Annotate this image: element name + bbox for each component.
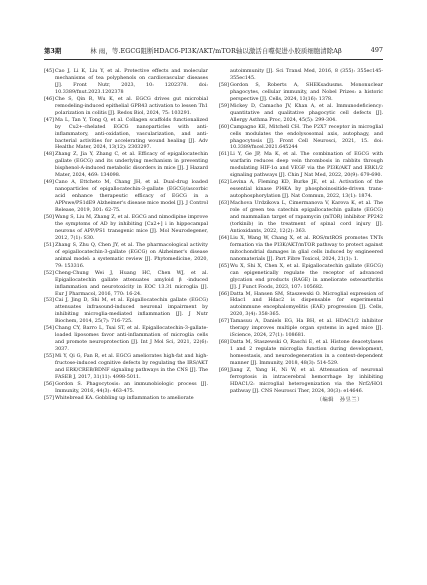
reference-entry bbox=[219, 68, 383, 82]
reference-text: Levina A, Fleming KD, Burke JE, et al. Activation of the essential kinase PI4KA by phosphoinositide-driven trans-autophosphorylation [J]. Nat Commun, 2022, 13(1): 1874. bbox=[230, 179, 383, 200]
reference-text: Cano A, Ettcheto M, Chang JH, et al. Dual-drug loaded nanoparticles of epigallocatechin-3-gallate (EGCG)/ascorbic acid enhance therapeutic efficacy of EGCG in a APPswe/PS1dE9 Alzheimer's disease mice model [J]. J Control Release, 2019, 301: 62-75. bbox=[55, 179, 208, 214]
reference-text: Cheng-Chung Wei J, Huang HC, Chen WJ, et al. Epigallocatechin gallate attenuates amyloid β -induced inflammation and neurotoxicity in EOC 13.31 microglia [J]. Eur J Pharmacol, 2016, 770: 16-24. bbox=[55, 269, 208, 297]
reference-text: Campagno KE, Mitchell CH. The P2X7 receptor in microglial cells modulates the endolysosomal axis, autophagy, and phagocytosis [J]. Front Cell Neurosci, 2021, 15. doi: 10.3389/fncel.2021.645244 bbox=[230, 123, 383, 151]
page-number: 497 bbox=[370, 46, 383, 54]
reference-number: [50] bbox=[44, 214, 54, 221]
reference-number: [49] bbox=[44, 179, 54, 186]
reference-text: Mi Y, Qi G, Fan R, et al. EGCG ameliorates high-fat and high-fructose-induced cognitive defects by regulating the IRS/AKT and ERK/CREB/BDNF signaling pathways in the CNS [J]. The FASEB J, 2017, 31(11): 4998-5011. bbox=[55, 353, 208, 380]
reference-text: Wu X, Shi X, Chen X, et al. Epigallocatechin gallate (EGCG) can epigenetically regulate the receptor of advanced glycation end products (RAGE) in ameliorate osteoarthritis [J]. J Funct Foods, 2023, 107: 105682. bbox=[230, 262, 383, 290]
issue-number: 第3期 bbox=[44, 46, 62, 55]
reference-entry bbox=[44, 214, 208, 242]
reference-entry bbox=[44, 353, 208, 381]
reference-text: Gordon S. Phagocytosis: an immunobiologic process [J]. Immunity, 2016, 44(3): 463-475. bbox=[55, 380, 208, 394]
reference-text: Whitebread KA. Gobbling up inflammation to ameliorate bbox=[55, 394, 194, 401]
reference-text: Gordon S, Roberts A, SHEKsadusms. Mononuclear phagocytes, cellular immunity, and Nobel Prizes: a historic perspective [J]. Cells, 2024, 13(16): 1378. bbox=[230, 81, 383, 102]
running-title: 林 雨，等.EGCG阻断HDAC6-PI3K/AKT/mTOR轴以激活自噬促进小胶质细胞清除Aβ bbox=[90, 46, 342, 55]
reference-text: Machova Urdzikova L, Cimermanova V, Karova K, et al. The role of green tea catechin epigallocatechin gallate (EGCG) and mammalian target of rapamycin (mTOR) inhibitor PP242 (torkinib) in the treatment of spinal cord injury [J]. Antioxidants, 2022, 12(2): 363. bbox=[230, 200, 383, 234]
running-header bbox=[44, 43, 383, 60]
reference-number: [63] bbox=[219, 200, 229, 207]
reference-number: [69] bbox=[219, 366, 229, 373]
reference-number: [58] bbox=[219, 81, 229, 88]
reference-number: [54] bbox=[44, 325, 54, 332]
reference-text: Ma L, Tan Y, Tong Q, et al. Collagen scaffolds functionalized by Cu2+-chelated EGCG nanoparticles with anti-inflammatory, anti-oxidation, vascularization, and anti-bacterial activities for accelerating wound healing [J]. Adv Healthc Mater, 2024, 13(12): 2303297. bbox=[55, 116, 208, 151]
reference-text: Datta M, Hansen SM, Staszewski O. Microglial expression of Hdac1 and Hdac2 is dispensable for experimental autoimmune encephalomyelitis (EAE) progression [J]. Cells, 2020, 3(4): 358-365. bbox=[230, 290, 383, 318]
reference-text: Liu X, Wang W, Chang X, et al. ROS/mtROS promotes TNTs formation via the PI3K/AKT/mTOR pathway to protect against mitochondrial damages in glial cells induced by engineered nanomaterials [J]. Part Fibre Toxicol, 2024, 21(1): 1. bbox=[230, 234, 383, 262]
reference-number: [55] bbox=[44, 353, 54, 360]
reference-number: [60] bbox=[219, 123, 229, 130]
reference-entry bbox=[44, 381, 208, 395]
reference-entry bbox=[219, 367, 383, 395]
reference-entry bbox=[44, 395, 208, 402]
reference-text: Zhang Z, Jia Y, Zhang C, et al. Efficacy of epigallocatechin gallate (EGCG) and its underlying mechanism in preventing bisphenol-A-induced metabolic disorders in mice [J]. J Hazard Mater, 2024, 469: 134098. bbox=[55, 151, 208, 179]
reference-text: Tamasuu A, Daniels EG, Ha BH, et al. HDAC1/2 inhibitor therapy improves multiple organ systems in aged mice [J]. iScience, 2024, 27(1): 108681. bbox=[230, 318, 383, 339]
reference-text: Cai J, Jing D, Shi M, et al. Epigallocatechin gallate (EGCG) attenuates infrasound-induced neuronal impairment by inhibiting microglia-mediated inflammation [J]. J Nutr Biochem, 2014, 25(7): 716-725. bbox=[55, 297, 208, 325]
reference-text: Jiang Z, Yang H, Ni W, et al. Attenuation of neuronal ferroptosis in intracerebral hemorrhage by inhibiting HDAC1/2: microglial heterogenization via the Nrf2/HO1 pathway [J]. CNS Neurosci Ther, 2024, 30(3): e14646. bbox=[230, 366, 383, 394]
reference-entry bbox=[44, 117, 208, 152]
editor-note: （编辑 孙昱兰） bbox=[316, 396, 363, 403]
reference-entry bbox=[219, 318, 383, 339]
reference-number: [57] bbox=[44, 394, 54, 401]
reference-number: [56] bbox=[44, 380, 54, 387]
reference-entry bbox=[44, 297, 208, 325]
reference-text: Wang S, Liu M, Zhang Z, et al. EGCG and nimodipine improve the symptoms of AD by inhibiting [Ca2+] i in hippocampal neurons of APP/PS1 transgenic mice [J]. Mol Neurodegener, 2012, 7(1): S30. bbox=[55, 214, 208, 241]
reference-number: [67] bbox=[219, 318, 229, 325]
reference-text: Mickey D, Camacho JV, Khan A, et al. Immunodeficiency: quantitative and qualitative phagocytic cell defects [J]. Allergy Asthma Proc, 2024, 45(5): 299-304. bbox=[230, 102, 383, 123]
reference-entry bbox=[219, 235, 383, 263]
references-right-column bbox=[219, 68, 383, 568]
reference-number: [53] bbox=[44, 297, 54, 304]
reference-entry bbox=[219, 124, 383, 152]
reference-number: [52] bbox=[44, 269, 54, 276]
reference-text: Datta M, Staszewski O, Raschi E, et al. Histone deacetylases 1 and 2 regulate microglia function during development, homeostasis, and neurodegeneration in a context-dependent manner [J]. Immunity, 2018, 48(3): 514-529. bbox=[230, 339, 383, 367]
reference-entry bbox=[44, 242, 208, 270]
reference-text: Cao J, Li K, Liu Y, et al. Protective effects and molecular mechanisms of tea polyphenols on cardiovascular diseases [J]. Front Nutr, 2023, 10: 1202378. doi: 10.3389/fnut.2023.1202378 bbox=[55, 68, 208, 95]
references-left-column bbox=[44, 68, 208, 568]
reference-number: [68] bbox=[219, 339, 229, 346]
reference-number: [61] bbox=[219, 151, 229, 158]
reference-entry bbox=[219, 82, 383, 103]
reference-entry bbox=[219, 263, 383, 291]
reference-entry bbox=[219, 151, 383, 179]
reference-number: [48] bbox=[44, 151, 54, 158]
reference-number: [45] bbox=[44, 68, 54, 74]
reference-entry bbox=[219, 291, 383, 319]
reference-number: [62] bbox=[219, 179, 229, 186]
reference-text: Zhang S, Zhu Q, Chen JY, et al. The pharmacological activity of epigallocatechin-3-gallate (EGCG) on Alzheimer's disease animal model: a systematic review [J]. Phytomedicine, 2020, 79: 153316. bbox=[55, 241, 208, 269]
reference-number: [51] bbox=[44, 241, 54, 248]
reference-entry bbox=[219, 103, 383, 124]
reference-number: [59] bbox=[219, 102, 229, 109]
reference-entry bbox=[44, 270, 208, 298]
reference-entry bbox=[219, 179, 383, 200]
reference-number: [65] bbox=[219, 262, 229, 269]
reference-entry bbox=[44, 179, 208, 214]
reference-entry bbox=[219, 339, 383, 367]
reference-text: autoimmunity [J]. Sci Transl Med, 2016, 8 (355): 355ec145-355ec145. bbox=[230, 68, 383, 81]
reference-number: [47] bbox=[44, 116, 54, 123]
reference-text: Che S, Qin R, Wu K, et al. EGCG drives gut microbial remodeling-induced epithelial GPR43 activation to lessen Th1 polarization in colitis [J]. Redox Biol, 2024, 75: 103291. bbox=[55, 95, 208, 116]
reference-entry bbox=[44, 96, 208, 117]
reference-number: [46] bbox=[44, 95, 54, 102]
reference-entry bbox=[44, 325, 208, 353]
reference-text: Chang CY, Barro L, Tsai ST, et al. Epigallocatechin-3-gallate-loaded liposomes favor anti-inflammation of microglia cells and promote neuroprotection [J]. Int J Mol Sci, 2021, 22(6): 3037. bbox=[55, 325, 208, 353]
reference-entry bbox=[44, 151, 208, 179]
reference-text: Li Y, Ge JP, Ma K, et al. The combination of EGCG with warfarin reduces deep vein thrombosis in rabbits through modulating HIF-1α and VEGF via the PI3K/AKT and ERK1/2 signaling pathways [J]. Chin J Nat Med, 2022, 20(9): 679-690. bbox=[230, 151, 383, 179]
references-section bbox=[44, 68, 383, 568]
reference-entry bbox=[44, 68, 208, 96]
reference-number: [66] bbox=[219, 290, 229, 297]
reference-number: [64] bbox=[219, 234, 229, 241]
reference-entry bbox=[219, 200, 383, 235]
